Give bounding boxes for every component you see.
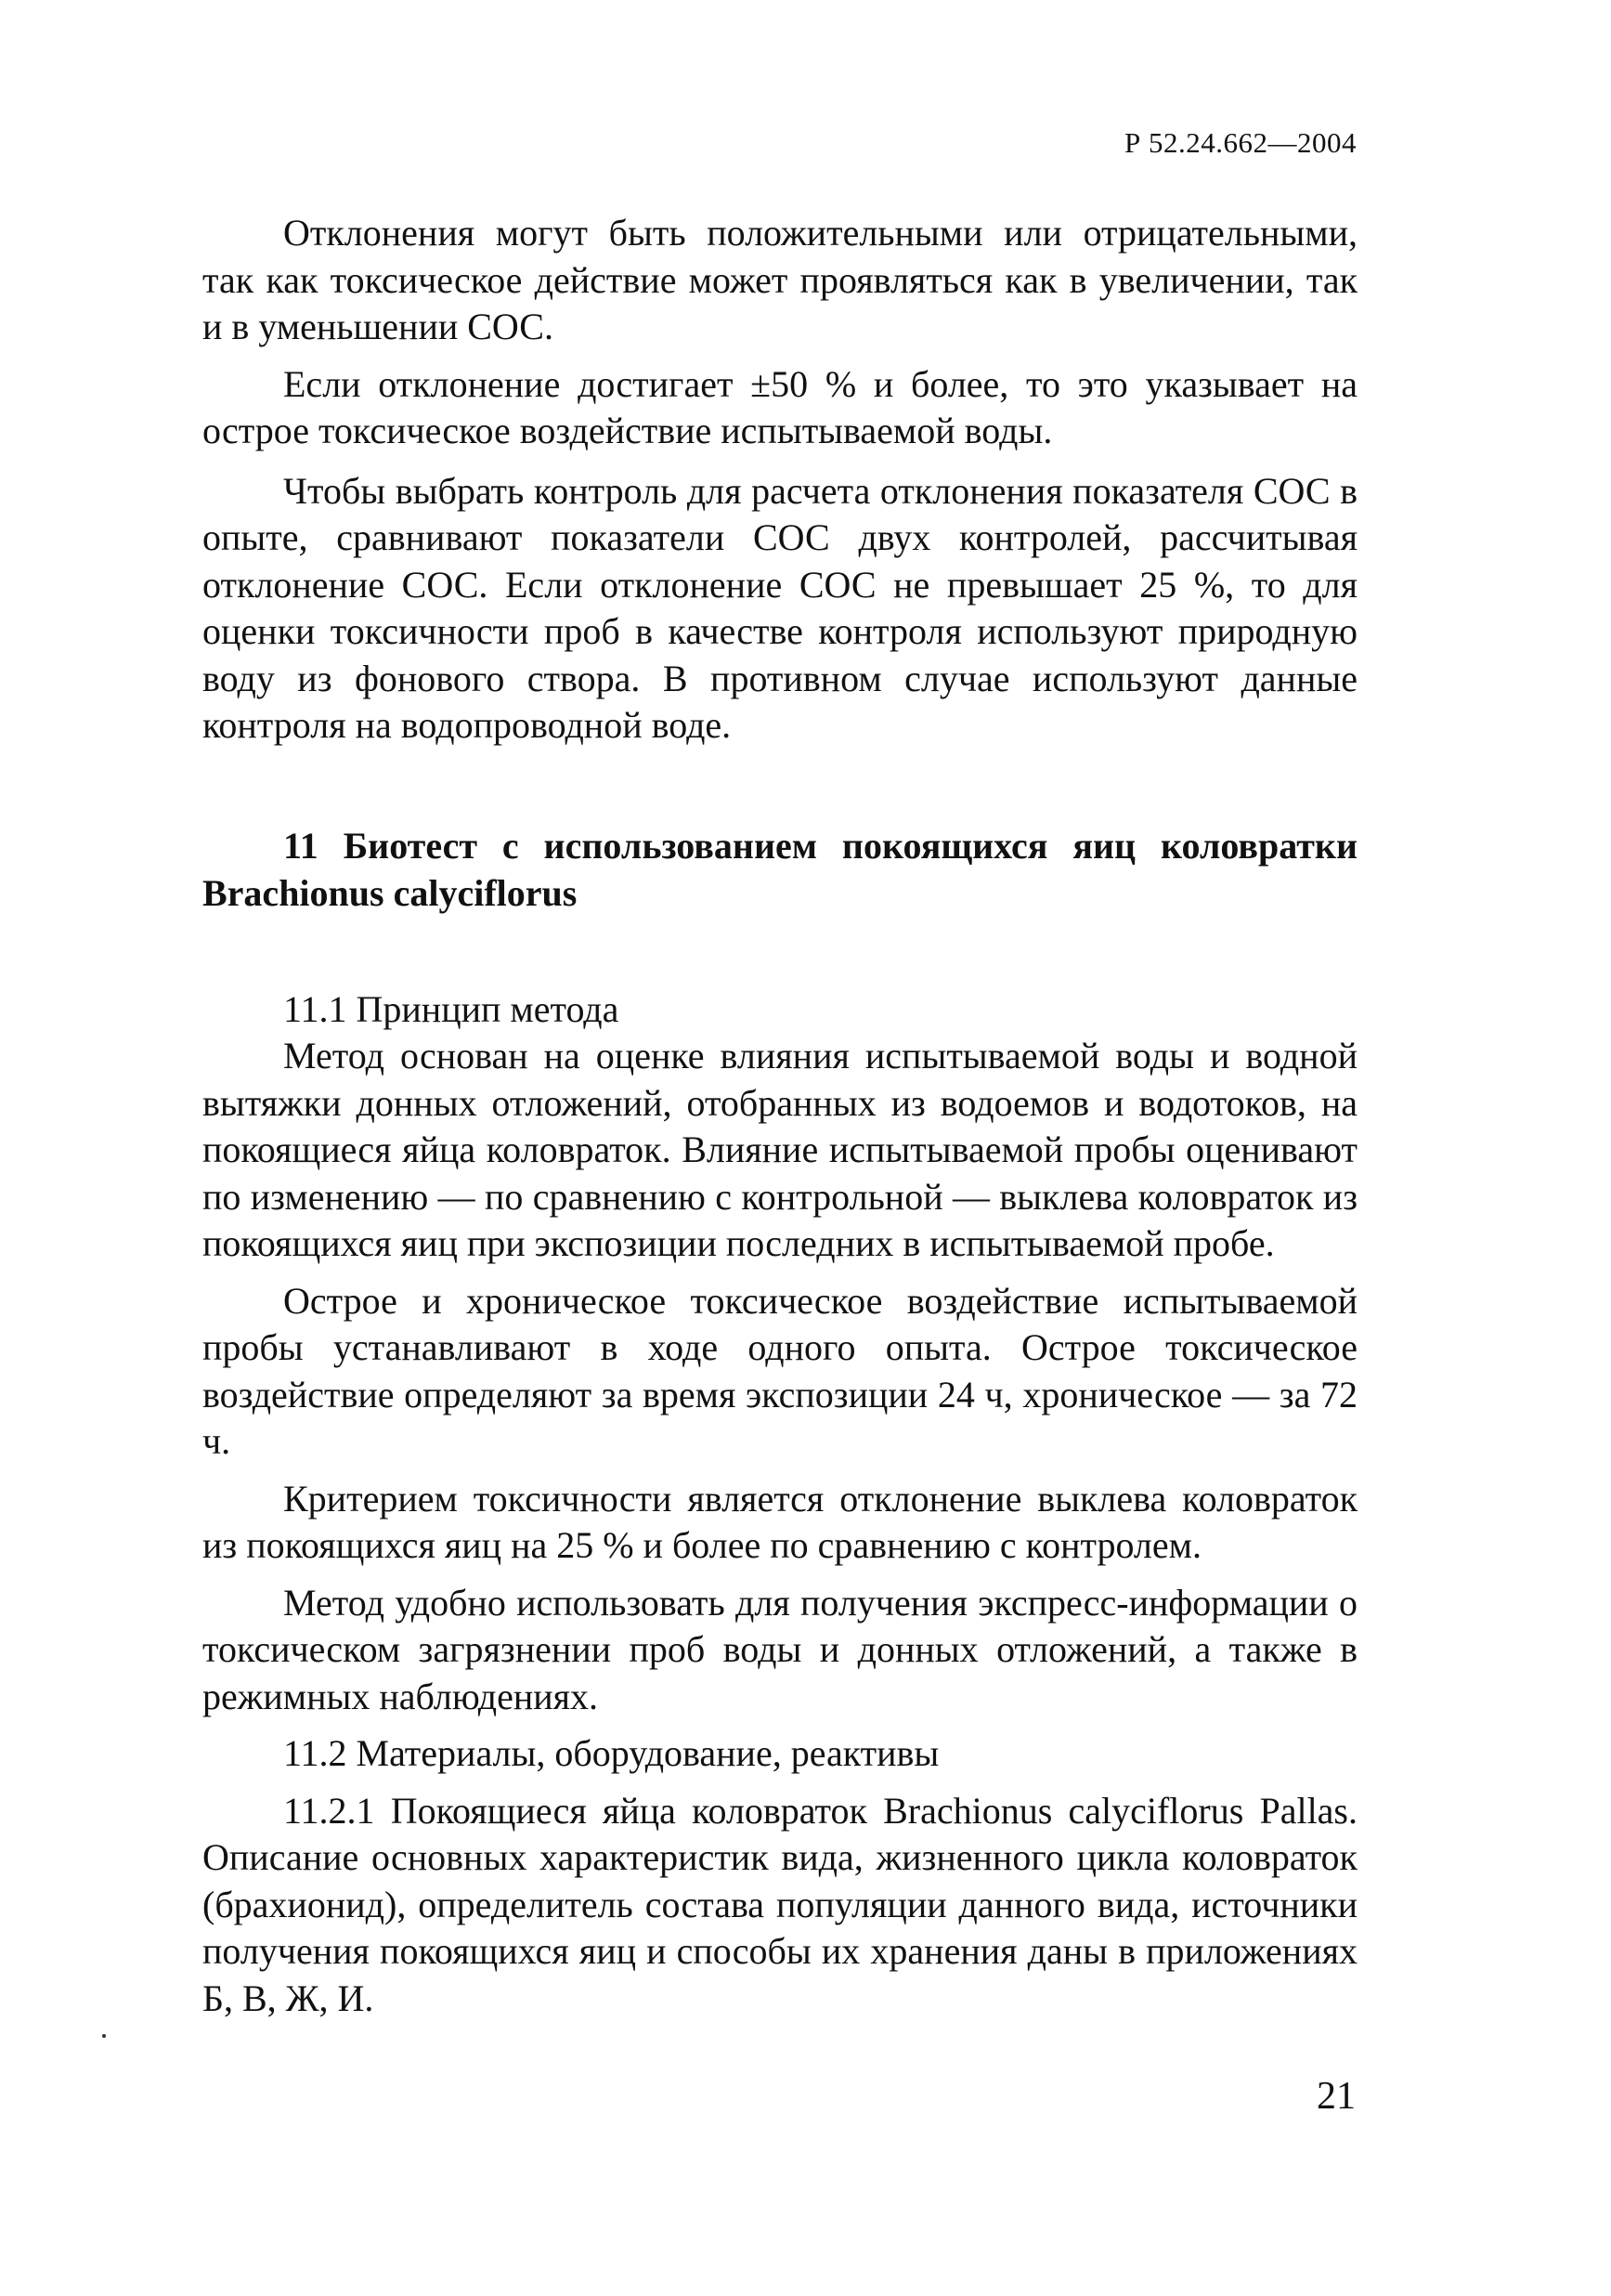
paragraph-method-basis: Метод основан на оценке влияния испытываемой воды и водной вытяжки донных отложений, отобранных из водоемов и водотоков, на покоящиеся яйца коловраток. Влияние испытываемой пробы оценивают по изменению — по сравнению с контрольной — выклева коловраток из покоящихся яиц при экспозиции последних в испытываемой пробе. bbox=[202, 1035, 1358, 1264]
scan-speck bbox=[102, 2034, 106, 2038]
paragraph-deviation-sign: Отклонения могут быть положительными или отрицательными, так как токсическое действие может проявляться как в увеличении, так и в уменьшении СОС. bbox=[202, 212, 1358, 347]
subsection-title-principle: 11.1 Принцип метода bbox=[283, 987, 619, 1030]
document-code-header: Р 52.24.662—2004 bbox=[1124, 126, 1357, 159]
paragraph-acute-threshold: Если отклонение достигает ±50 % и более, то это указывает на острое токсическое воздействие испытываемой воды. bbox=[202, 362, 1358, 451]
paragraph-acute-chronic: Острое и хроническое токсическое воздействие испытываемой пробы устанавливают в ходе одного опыта. Острое токсическое воздействие определяют за время экспозиции 24 ч, хроническое — за 72 ч. bbox=[202, 1279, 1358, 1462]
page-number: 21 bbox=[1317, 2075, 1356, 2118]
paragraph-method-usage: Метод удобно использовать для получения экспресс-информации о токсическом загрязнении проб воды и донных отложений, а также в режимных наблюдениях. bbox=[202, 1581, 1358, 1717]
page-body bbox=[202, 210, 1358, 2022]
paragraph-control-choice: Чтобы выбрать контроль для расчета отклонения показателя СОС в опыте, сравнивают показатели СОС двух контролей, рассчитывая отклонение СОС. Если отклонение СОС не превышает 25 %, то для оценки токсичности проб в качестве контроля используют природную воду из фонового створа. В противном случае используют данные контроля на водопроводной воде. bbox=[202, 469, 1358, 746]
section-heading: 11 Биотест с использованием покоящихся яиц коловратки Brachionus calyciflorus bbox=[202, 824, 1358, 914]
paragraph-toxicity-criterion: Критерием токсичности является отклонение выклева коловраток из покоящихся яиц на 25 % и более по сравнению с контролем. bbox=[202, 1477, 1358, 1566]
paragraph-resting-eggs: 11.2.1 Покоящиеся яйца коловраток Brachionus calyciflorus Pallas. Описание основных характеристик вида, жизненного цикла коловраток (брахионид), определитель состава популяции данного вида, источники получения покоящихся яиц и способы их хранения даны в приложениях Б, В, Ж, И. bbox=[202, 1789, 1358, 2019]
subsection-title-materials: 11.2 Материалы, оборудование, реактивы bbox=[283, 1732, 940, 1774]
